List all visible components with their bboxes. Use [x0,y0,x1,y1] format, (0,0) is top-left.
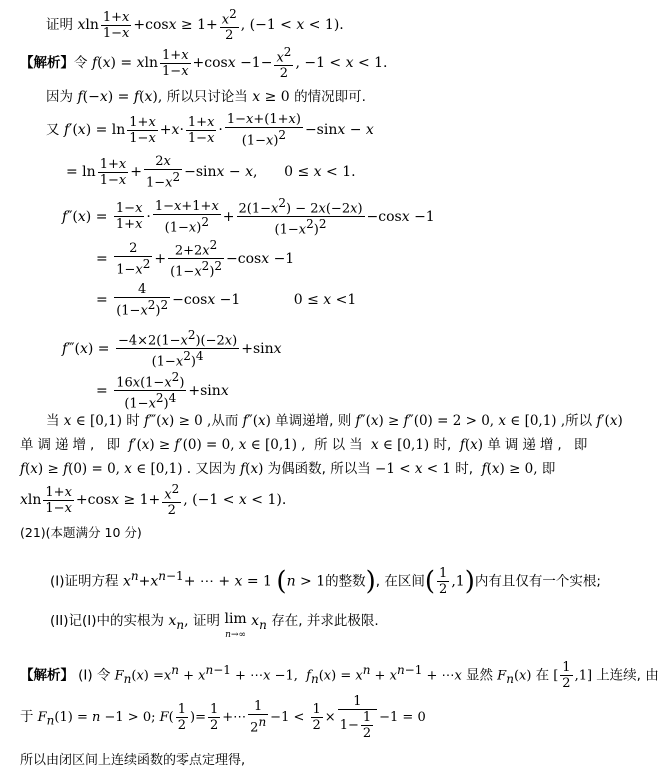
solution-21-line-2: 于 $F_n(1) = n -1 > 0$; F( $\frac{1}{2}$ )= $\frac{1}{2}$ +⋯ $\frac{1}{2^n}$ −1 < $\frac{1}{2}$ × 1 1− $\frac{1}{2}$ −1 = 0 [20,694,426,741]
statement-line: 证明 xln $\frac{1+x}{1-x}$ +cosx ≥ 1+ $\frac{x^2}{2}$ , (−1 < x < 1). [46,7,344,44]
third-derivative-result: = $\frac{16x(1-x^2)}{(1-x^2)^4}$ +sinx [96,370,229,412]
question-21-part-1: (I)证明方程 $x^n+x^{n-1}+$ ⋯ + x = 1 (n > 1的整数), 在区间( $\frac{1}{2}$ ,1)内有且仅有一个实根; [50,566,601,598]
conclusion-paragraph-4: xln $\frac{1+x}{1-x}$ +cosx ≥ 1+ $\frac{x^2}{2}$ , (−1 < x < 1). [20,482,287,519]
conclusion-paragraph-1: 当 x ∈ [0,1) 时 f‴(x) ≥ 0 ,从而 f″(x) 单调递增, 则 f″(x) ≥ f″(0) = 2 > 0, x ∈ [0,1) ,所以 f′(x) [46,413,623,429]
second-derivative-line: f″(x) = $\frac{1-x}{1+x}$ · $\frac{1-x+1+x}{(1-x)^2}$ + $\frac{2(1-x^2) - 2x(-2x)}{(1-x^2)^2}$ −cosx −1 [62,196,435,238]
solution-21-line-1: 【解析】 (I) 令 $F_n(x) =x^n + x^{n-1}$ + ⋯x −1, $f_n(x) = x^n + x^{n-1}$ + ⋯x 显然 $F_n(x)$ 在 [ $\frac{1}{2}$ ,1] 上连续, 由 [20,660,659,692]
even-function-line: 因为 f(−x) = f(x), 所以只讨论当 x ≥ 0 的情况即可. [46,89,366,105]
first-derivative-line: 又 f′(x) = ln $\frac{1+x}{1-x}$ +x· $\frac{1+x}{1-x}$ · $\frac{1-x+(1+x)}{(1-x)^2}$ −sinx − x [46,112,374,149]
second-derivative-result: = $\frac{4}{(1-x^2)^2}$ −cosx −1 0 ≤ x <1 [96,282,357,319]
conclusion-paragraph-3: f(x) ≥ f(0) = 0, x ∈ [0,1) . 又因为 f(x) 为偶函数, 所以当 −1 < x < 1 时, f(x) ≥ 0, 即 [20,461,556,477]
solution-21-line-3: 所以由闭区间上连续函数的零点定理得, [20,753,246,768]
third-derivative-line: f‴(x) = $\frac{-4\times 2(1-x^2)(-2x)}{(1-x^2)^4}$ +sinx [62,328,282,370]
solution-intro-line: 【解析】令 f(x) = xln $\frac{1+x}{1-x}$ +cosx −1− $\frac{x^2}{2}$ , −1 < x < 1. [20,45,388,82]
question-21-heading: (21)(本题满分 10 分) [20,525,142,540]
conclusion-paragraph-2: 单调递增, 即 f′(x) ≥ f′(0) = 0, x ∈ [0,1) , 所以当 x ∈ [0,1) 时, f(x) 单调递增, 即 [20,437,592,453]
second-derivative-step: = $\frac{2}{1-x^2}$ + $\frac{2+2x^2}{(1-x^2)^2}$ −cosx −1 [96,238,295,280]
question-21-part-2: (II)记(I)中的实根为 $x_n$, 证明 lim n→∞ $x_n$ 存在, 并求此极限. [50,611,379,640]
first-derivative-simplified: = ln $\frac{1+x}{1-x}$ + $\frac{2x}{1-x^2}$ −sinx − x, 0 ≤ x < 1. [66,154,356,191]
